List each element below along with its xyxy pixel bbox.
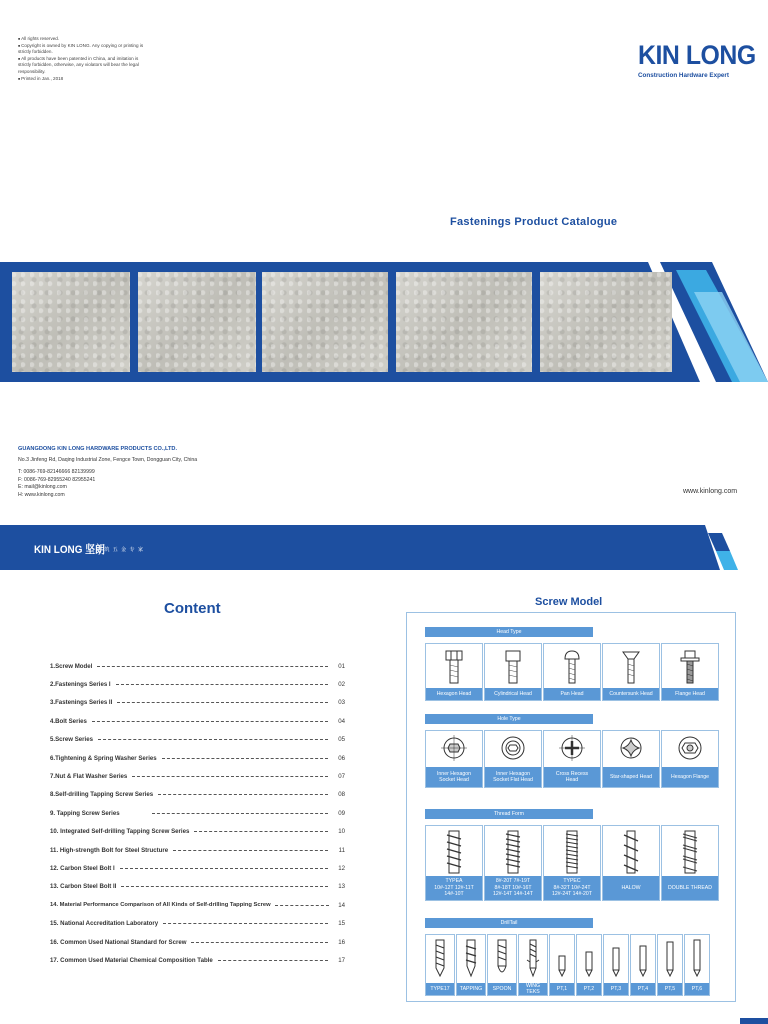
catalogue-title: Fastenings Product Catalogue [450, 216, 618, 228]
photo-washers [262, 272, 388, 372]
toc-page: 14 [338, 901, 345, 909]
toc-row[interactable] [50, 914, 345, 932]
thread-typec-cell [543, 825, 601, 901]
cell-label: TYPEC 8#-32T 10#-24T 12#-24T 14#-20T [544, 876, 600, 900]
hole-cross-recess-cell [543, 730, 601, 788]
drill-pt3-icon [610, 938, 622, 978]
logo-wordmark: KIN LONG [638, 40, 756, 70]
cell-label: WING TEKS [519, 983, 547, 995]
cell-label: Inner Hexagon Socket Head [426, 767, 482, 787]
countersunk-head-icon [621, 649, 641, 685]
cell-label: PT,1 [550, 983, 574, 995]
toc-row[interactable] [50, 767, 345, 785]
drill-pt4-cell [630, 934, 656, 996]
cell-label: PT,5 [658, 983, 682, 995]
toc-label: 9. Tapping Screw Series [50, 809, 120, 817]
toc-row[interactable] [50, 786, 345, 804]
toc-page: 13 [338, 883, 345, 891]
toc-label: 15. National Accreditation Laboratory [50, 920, 159, 928]
header-brand-sub: 建 筑 五 金 专 家 [96, 547, 144, 553]
toc-page: 05 [338, 736, 345, 744]
head-flange-cell [661, 643, 719, 701]
cell-label: PT,4 [631, 983, 655, 995]
photo-band [0, 262, 768, 382]
hole-inner-hexagon-flat-cell [484, 730, 542, 788]
head-pan-cell [543, 643, 601, 701]
cell-label: Hexagon Flange [662, 767, 718, 787]
thread-typeab-icon [504, 829, 522, 875]
cell-label: PT,6 [685, 983, 709, 995]
photo-self-drilling-screws [540, 272, 672, 372]
drill-pt6-icon [691, 938, 703, 978]
drill-pt1-icon [556, 938, 568, 978]
toc-label: 7.Nut & Flat Washer Series [50, 773, 128, 781]
drill-type17-cell [425, 934, 455, 996]
toc-page: 17 [338, 956, 345, 964]
cell-label: TYPEA 10#-12T 12#-11T 14#-10T [426, 876, 482, 900]
cell-label: PT,3 [604, 983, 628, 995]
hexagon-flange-icon [676, 734, 704, 762]
footer-tab [740, 1018, 768, 1024]
drill-type17-icon [433, 938, 447, 978]
cell-label: Star-shaped Head [603, 767, 659, 787]
toc-label: 16. Common Used National Standard for Screw [50, 938, 187, 946]
toc-page: 02 [338, 681, 345, 689]
toc-label: 17. Common Used Material Chemical Composition Table [50, 956, 213, 964]
company-fax: F: 0086-769-82955240 82955241 [18, 476, 96, 483]
inner-hexagon-socket-flat-icon [499, 734, 527, 762]
toc-page: 01 [338, 662, 345, 670]
toc-label: 5.Screw Series [50, 736, 94, 744]
cell-label: 8#-20T 7#-19T 8#-18T 10#-16T 12#-14T 14#-14T [485, 876, 541, 900]
drill-pt5-icon [664, 938, 676, 978]
toc-label: 11. High-strength Bolt for Steel Structure [50, 846, 169, 854]
company-email: E: mail@kinlong.com [18, 484, 67, 490]
toc-row[interactable] [50, 951, 345, 969]
screw-model-panel [406, 612, 736, 1002]
toc-row[interactable] [50, 731, 345, 749]
toc-label: 3.Fastenings Series II [50, 699, 113, 707]
head-countersunk-cell [602, 643, 660, 701]
cross-recess-icon [558, 734, 586, 762]
thread-halow-icon [622, 829, 640, 875]
toc-row[interactable] [50, 749, 345, 767]
toc-page: 07 [338, 773, 345, 781]
website-link[interactable]: www.kinlong.com [683, 488, 738, 495]
toc-page: 12 [338, 864, 345, 872]
drill-pt5-cell [657, 934, 683, 996]
company-address: No.3 Jinfeng Rd, Daqing Industrial Zone, Fengce Town, Dongguan City, China [18, 456, 198, 463]
toc-label: 1.Screw Model [50, 662, 93, 670]
drill-tapping-cell [456, 934, 486, 996]
toc-label: 12. Carbon Steel Bolt I [50, 864, 115, 872]
toc-label: 10. Integrated Self-drilling Tapping Screw Series [50, 828, 190, 836]
copyright-notes [18, 36, 148, 82]
hole-star-shaped-cell [602, 730, 660, 788]
toc-label: 2.Fastenings Series I [50, 681, 111, 689]
head-hexagon-cell [425, 643, 483, 701]
screw-model-title: Screw Model [535, 596, 603, 608]
star-shaped-head-icon [617, 734, 645, 762]
flange-head-icon [679, 649, 701, 685]
toc-row[interactable] [50, 841, 345, 859]
inner-hexagon-socket-icon [440, 734, 468, 762]
cell-label: Flange Head [662, 688, 718, 700]
hole-hexagon-flange-cell [661, 730, 719, 788]
photo-nuts [396, 272, 532, 372]
toc-label: 8.Self-drilling Tapping Screw Series [50, 791, 154, 799]
company-info [18, 446, 197, 499]
hexagon-head-icon [444, 649, 464, 685]
toc-page: 09 [338, 809, 345, 817]
cell-label: TAPPING [457, 983, 485, 995]
head-cylindrical-cell [484, 643, 542, 701]
thread-form-tag: Thread Form [425, 809, 593, 819]
company-web: H: www.kinlong.com [18, 491, 65, 498]
toc-label: 13. Carbon Steel Bolt II [50, 883, 117, 891]
toc-row[interactable] [50, 657, 345, 675]
toc-row[interactable] [50, 804, 345, 822]
toc-page: 16 [338, 938, 345, 946]
toc-label: 14. Material Performance Comparison of All Kinds of Self-drilling Tapping Screw [50, 902, 271, 909]
thread-typeab-cell [484, 825, 542, 901]
toc-page: 10 [338, 828, 345, 836]
toc-page: 15 [338, 920, 345, 928]
table-of-contents [50, 657, 345, 970]
toc-row[interactable] [50, 823, 345, 841]
company-name: GUANGDONG KIN LONG HARDWARE PRODUCTS CO.,LTD. [18, 446, 178, 452]
toc-page: 11 [338, 846, 345, 854]
thread-typea-cell [425, 825, 483, 901]
cell-label: DOUBLE THREAD [662, 876, 718, 900]
cell-label: Pan Head [544, 688, 600, 700]
drill-pt3-cell [603, 934, 629, 996]
company-tel: T: 0086-769-82146666 82139999 [18, 469, 95, 475]
content-title: Content [164, 600, 221, 617]
drill-pt2-icon [583, 938, 595, 978]
cell-label: TYPE17 [426, 983, 454, 995]
drill-wing-teks-icon [526, 938, 540, 978]
hole-type-tag: Hole Type [425, 714, 593, 724]
note-item: ■ All rights reserved. [18, 36, 148, 43]
cell-label: HALOW [603, 876, 659, 900]
toc-row[interactable] [50, 859, 345, 877]
cell-label: PT,2 [577, 983, 601, 995]
drill-pt2-cell [576, 934, 602, 996]
logo-tagline: Construction Hardware Expert [638, 72, 729, 79]
thread-double-icon [681, 829, 699, 875]
thread-double-cell [661, 825, 719, 901]
drill-pt4-icon [637, 938, 649, 978]
drill-pt6-cell [684, 934, 710, 996]
toc-page: 04 [338, 717, 345, 725]
drill-tapping-icon [464, 938, 478, 978]
toc-row[interactable] [50, 694, 345, 712]
cell-label: Countersunk Head [603, 688, 659, 700]
drill-pt1-cell [549, 934, 575, 996]
toc-label: 6.Tightening & Spring Washer Series [50, 754, 157, 762]
thread-halow-cell [602, 825, 660, 901]
drill-spoon-cell [487, 934, 517, 996]
toc-page: 06 [338, 754, 345, 762]
toc-row[interactable] [50, 712, 345, 730]
note-item: ■ Printed in Jan., 2018 [18, 76, 148, 83]
cell-label: Inner Hexagon Socket Flat Head [485, 767, 541, 787]
note-item: ■ Copyright is owned by KIN LONG. Any copying or printing is strictly forbidden. [18, 43, 148, 56]
cylindrical-head-icon [503, 649, 523, 685]
drill-wing-teks-cell [518, 934, 548, 996]
header-brand: KIN LONG 坚朗 [34, 544, 105, 556]
toc-row[interactable] [50, 878, 345, 896]
note-item: ■ All products have been patented in China, and imitation is strictly forbidden, otherwise, any violators will bear the legal responsibility. [18, 56, 148, 76]
toc-row[interactable] [50, 933, 345, 951]
toc-row[interactable] [50, 675, 345, 693]
drill-tail-tag: DrillTail [425, 918, 593, 928]
drill-spoon-icon [495, 938, 509, 978]
toc-row[interactable] [50, 896, 345, 914]
toc-label: 4.Bolt Series [50, 717, 87, 725]
thread-typea-icon [445, 829, 463, 875]
photo-screws [138, 272, 256, 372]
hole-inner-hexagon-cell [425, 730, 483, 788]
kinlong-logo [638, 40, 756, 79]
pan-head-icon [562, 649, 582, 685]
toc-page: 03 [338, 699, 345, 707]
thread-typec-icon [563, 829, 581, 875]
photo-bolts [12, 272, 130, 372]
toc-page: 08 [338, 791, 345, 799]
head-type-tag: Head Type [425, 627, 593, 637]
cell-label: Hexagon Head [426, 688, 482, 700]
cell-label: Cross Recess Head [544, 767, 600, 787]
cell-label: Cylindrical Head [485, 688, 541, 700]
cell-label: SPOON [488, 983, 516, 995]
